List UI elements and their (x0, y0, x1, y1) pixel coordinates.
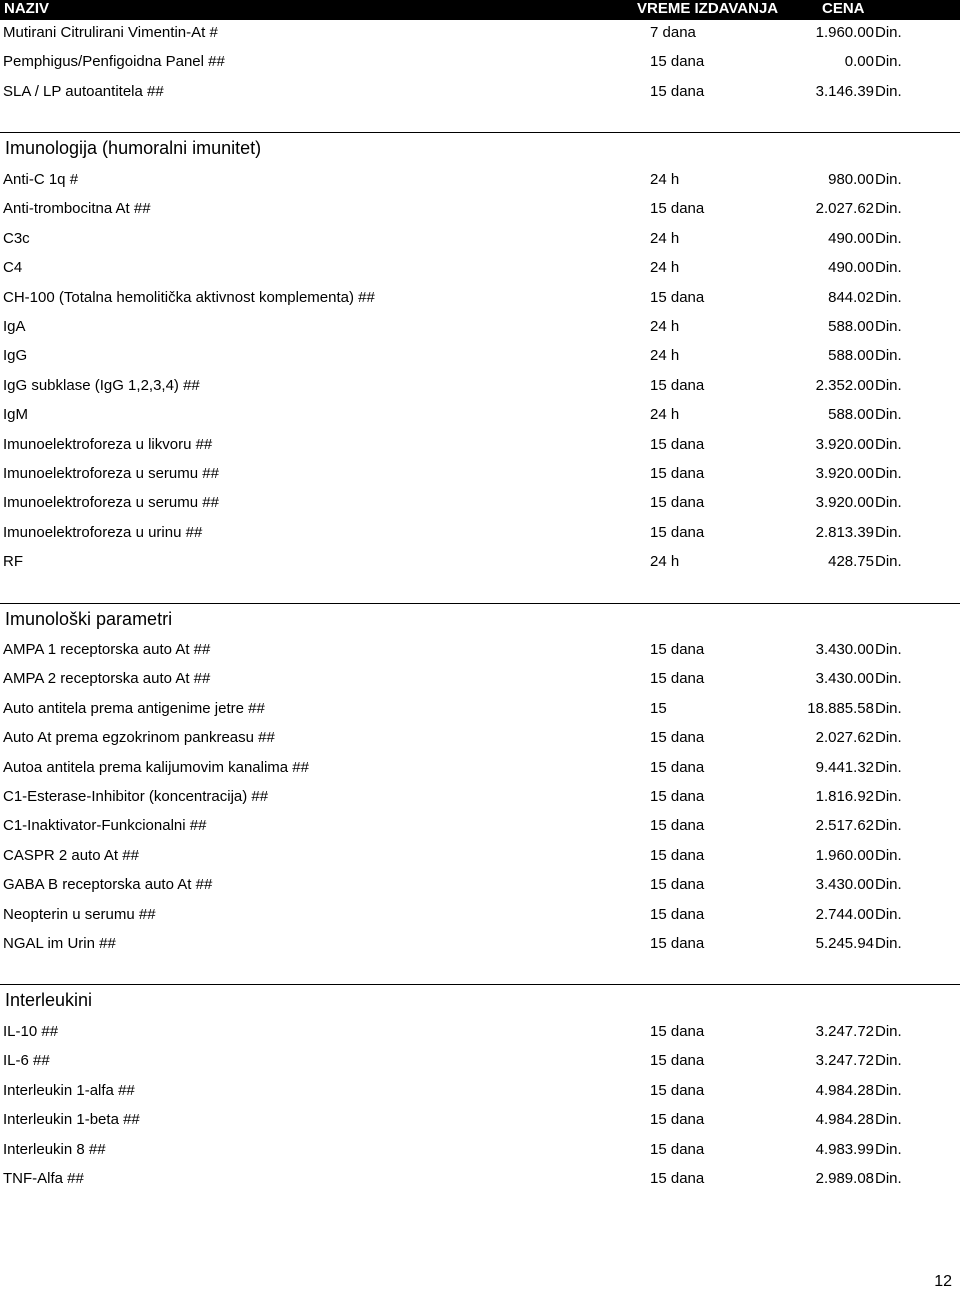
table-row (0, 491, 960, 515)
price-currency: Din. (875, 759, 902, 776)
test-name: Mutirani Citrulirani Vimentin-At # (3, 24, 218, 41)
price-currency: Din. (875, 318, 902, 335)
turnaround-time: 15 dana (650, 935, 705, 952)
turnaround-time: 24 h (650, 406, 680, 423)
table-row (0, 550, 960, 574)
test-name: RF (3, 553, 23, 570)
turnaround-time: 15 dana (650, 1052, 705, 1069)
table-row (0, 1020, 960, 1044)
price-currency: Din. (875, 1170, 902, 1187)
price-currency: Din. (875, 1141, 902, 1158)
turnaround-time: 24 h (650, 230, 680, 247)
table-row (0, 168, 960, 192)
turnaround-time: 15 dana (650, 200, 705, 217)
turnaround-time: 15 dana (650, 906, 705, 923)
price-value: 980.00 (828, 171, 874, 188)
test-name: Interleukin 1-beta ## (3, 1111, 140, 1128)
table-row (0, 785, 960, 809)
table-row (0, 1167, 960, 1191)
test-name: Imunoelektroforeza u urinu ## (3, 524, 203, 541)
test-name: C3c (3, 230, 30, 247)
table-row (0, 462, 960, 486)
price-currency: Din. (875, 935, 902, 952)
price-currency: Din. (875, 259, 902, 276)
table-row (0, 903, 960, 927)
turnaround-time: 15 dana (650, 377, 705, 394)
table-row (0, 726, 960, 750)
table-row (0, 197, 960, 221)
price-value: 3.430.00 (815, 670, 874, 687)
table-row (0, 667, 960, 691)
price-value: 490.00 (828, 259, 874, 276)
turnaround-time: 15 dana (650, 1111, 705, 1128)
price-currency: Din. (875, 406, 902, 423)
price-value: 4.984.28 (815, 1082, 874, 1099)
test-name: C1-Inaktivator-Funkcionalni ## (3, 817, 207, 834)
test-name: SLA / LP autoantitela ## (3, 83, 164, 100)
price-value: 2.744.00 (815, 906, 874, 923)
turnaround-time: 15 dana (650, 670, 705, 687)
price-value: 2.352.00 (815, 377, 874, 394)
price-value: 588.00 (828, 318, 874, 335)
price-value: 9.441.32 (815, 759, 874, 776)
price-currency: Din. (875, 906, 902, 923)
price-value: 2.517.62 (815, 817, 874, 834)
price-currency: Din. (875, 876, 902, 893)
test-name: Anti-trombocitna At ## (3, 200, 151, 217)
price-currency: Din. (875, 700, 902, 717)
header-name: NAZIV (4, 0, 49, 17)
test-name: Interleukin 8 ## (3, 1141, 106, 1158)
table-row (0, 521, 960, 545)
page-number: 12 (934, 1273, 952, 1290)
test-name: Pemphigus/Penfigoidna Panel ## (3, 53, 225, 70)
turnaround-time: 15 dana (650, 289, 705, 306)
price-value: 2.813.39 (815, 524, 874, 541)
price-currency: Din. (875, 670, 902, 687)
turnaround-time: 24 h (650, 553, 680, 570)
price-value: 2.027.62 (815, 200, 874, 217)
price-currency: Din. (875, 1052, 902, 1069)
turnaround-time: 7 dana (650, 24, 696, 41)
turnaround-time: 15 dana (650, 524, 705, 541)
price-value: 5.245.94 (815, 935, 874, 952)
test-name: Auto At prema egzokrinom pankreasu ## (3, 729, 275, 746)
price-currency: Din. (875, 83, 902, 100)
test-name: Autoa antitela prema kalijumovim kanalima ## (3, 759, 309, 776)
price-currency: Din. (875, 200, 902, 217)
test-name: IL-10 ## (3, 1023, 59, 1040)
turnaround-time: 15 dana (650, 876, 705, 893)
test-name: Interleukin 1-alfa ## (3, 1082, 135, 1099)
price-value: 18.885.58 (807, 700, 874, 717)
turnaround-time: 15 dana (650, 1170, 705, 1187)
table-row (0, 1108, 960, 1132)
price-value: 3.430.00 (815, 876, 874, 893)
test-name: IgG subklase (IgG 1,2,3,4) ## (3, 377, 200, 394)
table-row (0, 1138, 960, 1162)
turnaround-time: 15 dana (650, 788, 705, 805)
table-row (0, 80, 960, 104)
table-row (0, 21, 960, 45)
price-currency: Din. (875, 788, 902, 805)
price-list-header (0, 0, 960, 20)
table-row (0, 844, 960, 868)
test-name: C1-Esterase-Inhibitor (koncentracija) ## (3, 788, 269, 805)
turnaround-time: 24 h (650, 171, 680, 188)
test-name: Imunoelektroforeza u serumu ## (3, 465, 219, 482)
table-row (0, 697, 960, 721)
price-value: 3.247.72 (815, 1023, 874, 1040)
test-name: CASPR 2 auto At ## (3, 847, 139, 864)
table-row (0, 256, 960, 280)
price-value: 844.02 (828, 289, 874, 306)
section-title: Interleukini (5, 990, 93, 1010)
price-value: 4.983.99 (815, 1141, 874, 1158)
table-row (0, 374, 960, 398)
test-name: GABA B receptorska auto At ## (3, 876, 213, 893)
test-name: IL-6 ## (3, 1052, 50, 1069)
turnaround-time: 15 dana (650, 494, 705, 511)
turnaround-time: 15 dana (650, 817, 705, 834)
table-row (0, 50, 960, 74)
section-divider (0, 984, 960, 985)
price-value: 4.984.28 (815, 1111, 874, 1128)
turnaround-time: 15 dana (650, 1141, 705, 1158)
table-row (0, 638, 960, 662)
turnaround-time: 24 h (650, 347, 680, 364)
price-value: 2.027.62 (815, 729, 874, 746)
table-row (0, 433, 960, 457)
test-name: Imunoelektroforeza u likvoru ## (3, 436, 213, 453)
price-currency: Din. (875, 847, 902, 864)
test-name: AMPA 2 receptorska auto At ## (3, 670, 211, 687)
turnaround-time: 15 dana (650, 641, 705, 658)
table-row (0, 344, 960, 368)
table-row (0, 227, 960, 251)
test-name: NGAL im Urin ## (3, 935, 116, 952)
price-currency: Din. (875, 524, 902, 541)
price-currency: Din. (875, 1023, 902, 1040)
table-row (0, 286, 960, 310)
turnaround-time: 15 (650, 700, 667, 717)
table-row (0, 814, 960, 838)
table-row (0, 1079, 960, 1103)
price-currency: Din. (875, 1111, 902, 1128)
test-name: Auto antitela prema antigenime jetre ## (3, 700, 265, 717)
table-row (0, 756, 960, 780)
test-name: IgA (3, 318, 26, 335)
price-currency: Din. (875, 230, 902, 247)
price-value: 0.00 (844, 53, 874, 70)
section-divider (0, 132, 960, 133)
table-row (0, 315, 960, 339)
table-row (0, 1049, 960, 1073)
table-row (0, 932, 960, 956)
turnaround-time: 24 h (650, 259, 680, 276)
turnaround-time: 15 dana (650, 53, 705, 70)
turnaround-time: 15 dana (650, 436, 705, 453)
price-value: 2.989.08 (815, 1170, 874, 1187)
price-currency: Din. (875, 171, 902, 188)
price-currency: Din. (875, 289, 902, 306)
test-name: Anti-C 1q # (3, 171, 79, 188)
header-price: CENA (822, 0, 865, 17)
section-title: Imunološki parametri (5, 609, 173, 629)
price-currency: Din. (875, 494, 902, 511)
price-currency: Din. (875, 729, 902, 746)
table-row (0, 873, 960, 897)
test-name: TNF-Alfa ## (3, 1170, 84, 1187)
price-value: 1.960.00 (815, 24, 874, 41)
turnaround-time: 15 dana (650, 465, 705, 482)
price-value: 3.920.00 (815, 494, 874, 511)
price-value: 588.00 (828, 406, 874, 423)
price-currency: Din. (875, 465, 902, 482)
price-value: 3.146.39 (815, 83, 874, 100)
test-name: CH-100 (Totalna hemolitička aktivnost komplementa) ## (3, 289, 375, 306)
price-value: 1.816.92 (815, 788, 874, 805)
section-divider (0, 603, 960, 604)
turnaround-time: 24 h (650, 318, 680, 335)
turnaround-time: 15 dana (650, 83, 705, 100)
price-currency: Din. (875, 377, 902, 394)
turnaround-time: 15 dana (650, 847, 705, 864)
price-currency: Din. (875, 553, 902, 570)
price-value: 3.247.72 (815, 1052, 874, 1069)
price-currency: Din. (875, 641, 902, 658)
price-currency: Din. (875, 24, 902, 41)
price-value: 3.920.00 (815, 465, 874, 482)
test-name: Imunoelektroforeza u serumu ## (3, 494, 219, 511)
price-value: 428.75 (828, 553, 874, 570)
test-name: IgG (3, 347, 28, 364)
price-currency: Din. (875, 347, 902, 364)
section-title: Imunologija (humoralni imunitet) (5, 138, 262, 158)
turnaround-time: 15 dana (650, 759, 705, 776)
test-name: C4 (3, 259, 23, 276)
price-currency: Din. (875, 1082, 902, 1099)
price-currency: Din. (875, 436, 902, 453)
price-currency: Din. (875, 817, 902, 834)
price-value: 3.430.00 (815, 641, 874, 658)
test-name: IgM (3, 406, 29, 423)
price-value: 3.920.00 (815, 436, 874, 453)
price-currency: Din. (875, 53, 902, 70)
header-time: VREME IZDAVANJA (637, 0, 779, 17)
table-row (0, 403, 960, 427)
price-value: 1.960.00 (815, 847, 874, 864)
test-name: AMPA 1 receptorska auto At ## (3, 641, 211, 658)
price-value: 588.00 (828, 347, 874, 364)
turnaround-time: 15 dana (650, 729, 705, 746)
price-value: 490.00 (828, 230, 874, 247)
turnaround-time: 15 dana (650, 1023, 705, 1040)
turnaround-time: 15 dana (650, 1082, 705, 1099)
test-name: Neopterin u serumu ## (3, 906, 156, 923)
